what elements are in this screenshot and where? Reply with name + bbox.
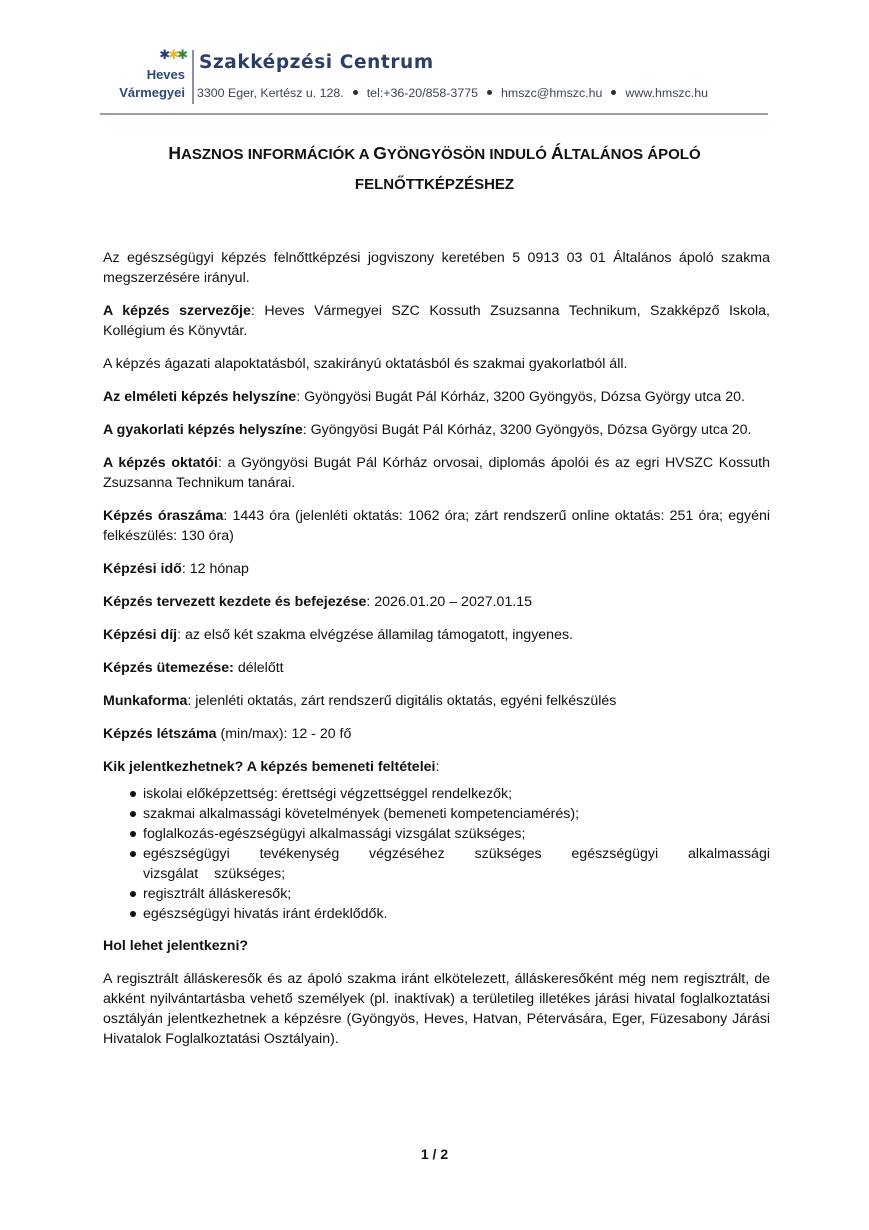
- title-fragment: H: [168, 143, 182, 163]
- letterhead: [104, 46, 770, 112]
- work-form-text: : jelenléti oktatás, zárt rendszerű digitális oktatás, egyéni felkészülés: [187, 693, 617, 709]
- dates-label: Képzés tervezett kezdete és befejezése: [103, 594, 367, 610]
- requirements-heading-label: Kik jelentkezhetnek? A képzés bemeneti feltételei: [103, 759, 436, 775]
- title-fragment: G: [373, 143, 387, 163]
- list-item-text: iskolai előképzettség: érettségi végzettséggel rendelkezők;: [143, 786, 513, 802]
- headcount-paragraph: [103, 724, 770, 744]
- email-link[interactable]: hmszc@hmszc.hu: [501, 86, 603, 100]
- list-item: [103, 824, 770, 844]
- address: 3300 Eger, Kertész u. 128.: [197, 86, 344, 100]
- fee-paragraph: [103, 625, 770, 645]
- contact-line: [197, 86, 708, 100]
- apply-heading: Hol lehet jelentkezni?: [103, 938, 249, 954]
- requirements-heading: [103, 757, 770, 777]
- practice-location-label: A gyakorlati képzés helyszíne: [103, 422, 303, 438]
- website-link[interactable]: www.hmszc.hu: [625, 86, 709, 100]
- bullet-icon: [130, 791, 136, 797]
- organizer-label: A képzés szervezője: [103, 303, 251, 319]
- three-stars-icon: ✱✱✱: [159, 47, 186, 62]
- practice-location-paragraph: [103, 420, 770, 440]
- title-fragment: ASZNOS INFORMÁCIÓK A: [181, 146, 374, 163]
- theory-location-text: : Gyöngyösi Bugát Pál Kórház, 3200 Gyöngyös, Dózsa György utca 20.: [296, 389, 745, 405]
- list-item: [103, 784, 770, 804]
- instructors-label: A képzés oktatói: [103, 455, 218, 471]
- header-divider: [100, 113, 768, 115]
- organizer-paragraph: [103, 301, 770, 341]
- instructors-paragraph: [103, 453, 770, 493]
- bullet-icon: [130, 831, 136, 837]
- list-item: [103, 884, 770, 904]
- headcount-text: (min/max): 12 - 20 fő: [216, 726, 352, 742]
- title-fragment: LTALÁNOS ÁPOLÓ: [563, 146, 701, 163]
- document-body: [103, 248, 770, 1062]
- list-item-text: regisztrált álláskeresők;: [143, 886, 292, 902]
- document-title-line1: [0, 143, 869, 164]
- duration-text: : 12 hónap: [181, 561, 249, 577]
- fee-label: Képzési díj: [103, 627, 178, 643]
- hours-label: Képzés óraszáma: [103, 508, 224, 524]
- requirements-list: [103, 784, 770, 924]
- theory-location-paragraph: [103, 387, 770, 407]
- bullet-separator-icon: [353, 90, 358, 95]
- bullet-icon: [130, 891, 136, 897]
- hours-paragraph: [103, 506, 770, 546]
- page-number: 1 / 2: [420, 1146, 449, 1162]
- bullet-separator-icon: [487, 90, 492, 95]
- hours-text: : 1443 óra (jelenléti oktatás: 1062 óra; zárt rendszerű online oktatás: 251 óra; egyéni felkészülés: 130 óra): [103, 508, 770, 544]
- bullet-icon: [130, 851, 136, 857]
- bullet-separator-icon: [611, 90, 616, 95]
- dates-paragraph: [103, 592, 770, 612]
- duration-paragraph: [103, 559, 770, 579]
- schedule-paragraph: [103, 658, 770, 678]
- list-item: [103, 904, 770, 924]
- requirements-heading-colon: :: [435, 759, 440, 775]
- list-item-text: szakmai alkalmassági követelmények (bemeneti kompetenciamérés);: [143, 806, 580, 822]
- fee-text: : az első két szakma elvégzése államilag támogatott, ingyenes.: [177, 627, 574, 643]
- headcount-label: Képzés létszáma: [103, 726, 217, 742]
- schedule-text: délelőtt: [233, 660, 284, 676]
- schedule-label: Képzés ütemezése:: [103, 660, 234, 676]
- intro-paragraph: Az egészségügyi képzés felnőttképzési jogviszony keretében 5 0913 03 01 Általános ápoló szakma megszerzésére irányul.: [103, 250, 770, 286]
- title-fragment: Á: [551, 143, 564, 163]
- list-item: [103, 804, 770, 824]
- instructors-text: : a Gyöngyösi Bugát Pál Kórház orvosai, diplomás ápolói és az egri HVSZC Kossuth Zsuzsanna Technikum tanárai.: [103, 455, 770, 491]
- apply-paragraph: A regisztrált álláskeresők és az ápoló szakma iránt elkötelezett, álláskeresőként még nem regisztrált, de akként nyilvántartásba vehető személyek (pl. inaktívak) a területileg illetékes járási hivatal foglalkoztatási osztályán jelentkezhetnek a képzésre (Gyöngyös, Heves, Hatvan, Pétervására, Eger, Füzesabony Járási Hivatalok Foglalkoztatási Osztályain).: [103, 971, 770, 1047]
- practice-location-text: : Gyöngyösi Bugát Pál Kórház, 3200 Gyöngyös, Dózsa György utca 20.: [302, 422, 752, 438]
- dates-text: : 2026.01.20 – 2027.01.15: [366, 594, 533, 610]
- title-fragment: YÖNGYÖSÖN INDULÓ: [386, 146, 552, 163]
- bullet-icon: [130, 911, 136, 917]
- list-item-text: egészségügyi hivatás iránt érdeklődők.: [143, 906, 388, 922]
- list-item-text: egészségügyi tevékenység végzéséhez szükséges egészségügyi alkalmassági vizsgálat szükséges;: [143, 846, 770, 882]
- list-item: [103, 844, 770, 884]
- phone: tel:+36-20/858-3775: [366, 86, 478, 100]
- logo: [119, 46, 188, 108]
- work-form-label: Munkaforma: [103, 693, 188, 709]
- duration-label: Képzési idő: [103, 561, 182, 577]
- work-form-paragraph: [103, 691, 770, 711]
- structure-paragraph: A képzés ágazati alapoktatásból, szakirányú oktatásból és szakmai gyakorlatból áll.: [103, 356, 628, 372]
- logo-divider: [192, 50, 194, 104]
- bullet-icon: [130, 811, 136, 817]
- organizer-text: : Heves Vármegyei SZC Kossuth Zsuzsanna Technikum, Szakképző Iskola, Kollégium és Könyvtár.: [103, 303, 770, 339]
- list-item-text: foglalkozás-egészségügyi alkalmassági vizsgálat szükséges;: [143, 826, 526, 842]
- document-title-line2: FELNŐTTKÉPZÉSHEZ: [354, 176, 515, 193]
- theory-location-label: Az elméleti képzés helyszíne: [103, 389, 297, 405]
- organization-name: Szakképzési Centrum: [199, 52, 434, 73]
- logo-text-line2: Vármegyei: [119, 85, 185, 100]
- logo-text-line1: Heves: [146, 67, 185, 82]
